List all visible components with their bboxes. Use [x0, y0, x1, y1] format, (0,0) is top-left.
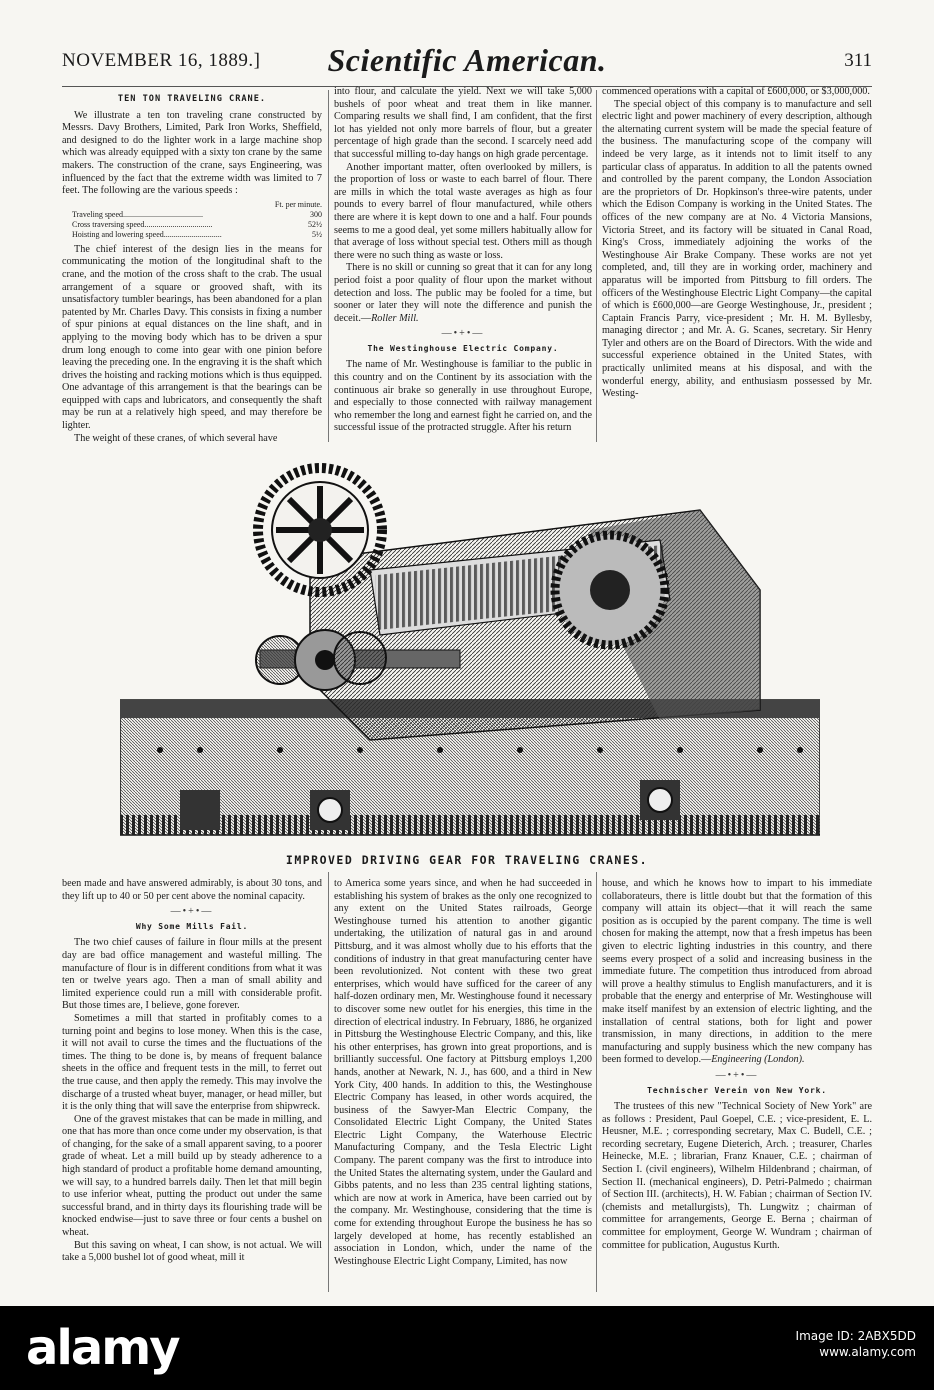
paragraph: But this saving on wheat, I can show, is not actual. We will take a 5,000 bushel lot of good wheat, mill it: [62, 1239, 322, 1264]
speed-row: Cross traversing speed.................................. 52½: [72, 219, 322, 229]
site-url: www.alamy.com: [819, 1345, 916, 1359]
column-divider: [596, 872, 597, 1292]
column-divider: [328, 872, 329, 1292]
driving-gear-engraving: [120, 450, 820, 850]
image-id: [796, 1328, 916, 1360]
paragraph: commenced operations with a capital of £600,000, or $3,000,000.: [602, 86, 870, 97]
paragraph: The two chief causes of failure in flour mills at the present day are bad office management and wasteful milling. The manufacture of flour is in different conditions from what it was ten or twelve years ago. Then a man of small ability and limited experience could run a mill with considerable profit. But those times are, I believe, gone forever.: [62, 937, 322, 1012]
article-title-westinghouse: The Westinghouse Electric Company.: [367, 343, 559, 353]
signature: Roller Mill.: [371, 312, 419, 324]
issue-date: NOVEMBER 16, 1889.]: [62, 50, 261, 71]
alamy-logo: alamy: [26, 1320, 179, 1376]
column-upper-2: [334, 86, 592, 435]
column-upper-1: [62, 93, 322, 445]
paragraph: One of the gravest mistakes that can be made in milling, and one that has more than once come under my observation, is that of changing, for the sake of a small apparent saving, to a poorer grade of wheat. Let a mill build up by steady adherence to a high standard of product a profitable home demand amounting, we will say, to a hundred barrels daily. Then let that mill begin to use inferior wheat, putting the product out under the same successful brand, and in thirty days its flourishing trade will be knocked endwise—just to save three or four cents a bushel on wheat.: [62, 1113, 322, 1239]
article-title-mills: Why Some Mills Fail.: [135, 921, 249, 931]
ornament-divider: —•+•—: [715, 1069, 759, 1081]
ornament-divider: —•+•—: [441, 328, 485, 340]
paragraph: to America some years since, and when he had succeeded in establishing his system of brakes as the only one recognized to any extent on the United States railroads, George Westinghouse turned his attention to another gigantic undertaking, the utilization of natural gas in and around Pittsburg, and it was almost wholly due to his efforts that the conditions of industry in that great manufacturing center have been revolutionized. Not content with these two great enterprises, which would have sufficed for the career of any half-dozen ordinary men, Mr. Westinghouse found it necessary to discover some new outlet for his energies, this time in the direction of electrical industry. In February, 1886, he organized in Pittsburg the Westinghouse Electric Company, and this, like his other enterprises, has grown into great proportions, and is brilliantly successful. One factory at Pittsburg employs 1,200 hands, another at Newark, N. J., has 600, and a third in New York City, 400 hands. In addition to this, the Westinghouse Electric Company has leased, in other words acquired, the business of the Sawyer-Man Electric Company, the Consolidated Electric Light Company, the United States Electric Light Company, the Waterhouse Electric Manufacturing Company, and the Tesla Electric Light Company. The parent company was the first to introduce into the United States the alternating system, under the Gaulard and Gibbs patents, and no less than 235 central lighting stations, which are now at work in America, have been carried out by the company. Mr. Westinghouse, considering that the time is come for extending throughout Europe the business he has so largely developed at home, has recently established an association in London, which, under the name of the Westinghouse Electric Light Company, Limited, has now: [334, 878, 592, 1267]
paragraph: The trustees of this new "Technical Society of New York" are as follows : President, Paul Goepel, C.E. ; vice-president, E. L. Heusner, M.E. ; corresponding secretary, Max C. Budell, C.E. ; recording secretary, Eugene Dieterich, Arch. ; treasurer, Charles Heinecke, M.E. ; librarian, Franz Knauer, C.E. ; chairman of Section I. (civil engineers), Wilhelm Hildenbrand ; chairman, of Section II. (mechanical engineers), D. Petri-Palmedo ; chairman of Section III. (architects), H. W. Fabian ; chairman of Section IV. (chemists and metallurgists), Th. Lungwitz ; chairman of committee for arrangements, George E. Berna ; chairman of committee for employment, George W. Wundram ; chairman of committee for publication, Augustus Kurth.: [602, 1101, 872, 1251]
paragraph: The name of Mr. Westinghouse is familiar to the public in this country and on the Continent by its association with the continuous air brake so generally in use throughout Europe, and especially to those connected with railway management who remember the long and earnest fight he carried on, and the successful issue of the protracted struggle. After his return: [334, 359, 592, 434]
speeds-table: [62, 200, 322, 240]
paragraph: Another important matter, often overlooked by millers, is the proportion of loss or waste to each barrel of flour. There are mills in which the total waste averages as high as four pounds to every barrel of flour manufactured, while others there are where it is kept down to one and a half. Four pounds seems to me a good deal, yet some millers habitually allow for that average of loss without special test. Others mill as though there were no such thing as waste or loss.: [334, 161, 592, 261]
paragraph: Sometimes a mill that started in profitably comes to a turning point and begins to lose money. When this is the case, it will not avail to curse the times and the fluctuations of the times. The thing to be done is, by means of frequent balance sheets in the office and frequent tests in the mill, to ferret out the true cause, and then apply the remedy. This may involve the discharge of a trusted wheat buyer, manager, or head miller, but it is the only thing that will save the enterprise from shipwreck.: [62, 1012, 322, 1113]
paragraph: into flour, and calculate the yield. Next we will take 5,000 bushels of poor wheat and treat them in like manner. Comparing results we shall find, I am confident, that the first lot has yielded not only more barrels of flour, but a greater percentage of high grade than the second. I scarcely need add that successful milling to-day hangs on high grade percentage.: [334, 86, 592, 160]
signature: Engineering (London).: [711, 1054, 805, 1066]
ornament-divider: —•+•—: [170, 906, 214, 918]
paragraph: The chief interest of the design lies in the means for communicating the motion of the longitudinal shaft to the crane, and the motion of the cross shaft to the crab. The usual arrangement of a square or grooved shaft, with its unsatisfactory tumbler bearings, has been abandoned for a plan patented by Mr. Charles Davy. This consists in fixing a number of spur pinions at equal distances on the line shaft, and in applying to the moving body which has to be driven a spur drum long enough to come into gear with one pinion before leaving the preceding one. In the engraving it is the shaft which drives the hoisting and racking motions which is thus equipped. One advantage of this arrangement is that the bearings can be equipped with caps and lubricators, and consequently the shaft may be run at a relatively high speed, and may therefore be lighter.: [62, 243, 322, 432]
stock-photo-footer: [0, 1306, 934, 1390]
column-divider: [596, 90, 597, 442]
masthead: Scientific American.: [327, 42, 607, 78]
image-id-label: Image ID: 2ABX5DD: [795, 1329, 916, 1343]
figure-caption: IMPROVED DRIVING GEAR FOR TRAVELING CRANES.: [285, 853, 649, 867]
speed-row: Hoisting and lowering speed............................. 5½: [72, 229, 322, 239]
page-number: 311: [844, 50, 872, 71]
column-lower-1: [62, 878, 322, 1265]
article-title-crane: TEN TON TRAVELING CRANE.: [117, 94, 267, 104]
speed-row: Traveling speed........................................ 300: [72, 209, 322, 219]
paragraph: There is no skill or cunning so great that it can for any long period foist a poor quality of flour upon the market without detection and loss. The public may be fooled for a time, but sooner or later they will note the difference and punish the deceit.—Roller Mill.: [334, 262, 592, 324]
article-title-verein: Technischer Verein von New York.: [647, 1085, 827, 1095]
paragraph: been made and have answered admirably, is about 30 tons, and they lift up to 40 or 50 per cent above the nominal capacity.: [62, 878, 322, 902]
column-lower-3: [602, 878, 872, 1252]
paragraph: house, and which he knows how to impart to his immediate collaborateurs, there is little doubt but that the formation of this company will attain its object—that it will reach the same position as is occupied by the parent company. The time is well chosen for making the attempt, now that a fresh impetus has been given to electric lighting industries in this country, and there seems every prospect of a solid and increasing business in the immediate future. The competition thus introduced from abroad will prove a healthy stimulus to English manufacturers, and it is probable that the energy and enterprise of Mr. Westinghouse will make itself manifest by an extension of electric lighting, and the installation of central stations, both for light and power transmission, in many directions, in addition to the mere manufacturing and supply business which the new company has been formed to develop.—Engineering (London).: [602, 878, 872, 1066]
column-upper-3: [602, 86, 872, 401]
speeds-unit: Ft. per minute.: [274, 199, 322, 209]
paragraph: The special object of this company is to manufacture and sell electric light and power machinery of every description, although the alternating current system will be made the special feature of the business. The manufacturing scope of the company will indeed be very large, as it intends not to limit itself to any particular class of apparatus. In addition to all the patents owned and controlled by the parent company, the London Association are the proprietors of Dr. Hopkinson's three-wire patents, under which the Edison Company is working in the United States. The offices of the new company are at No. 4 Victoria Mansions, Victoria Street, and its factory will be situated in Canal Road, King's Cross, immediately adjoining the works of the Westinghouse Air Brake Company. These works are not yet completed, and, till they are in working order, machinery and apparatus will be imported from Pittsburg to fill orders. The officers of the Westinghouse Electric Light Company—the capital of which is £600,000—are George Westinghouse, Jr., president ; Captain Francis Parry, vice-president ; Mr. H. M. Byllesby, managing director ; and Mr. A. G. Scanes, secretary. Sir Henry Tyler and others are on the Board of Directors. With the wide and successful experience obtained in the United States, with practically unlimited means at his disposal, and with the wonderful energy, ability, and enthusiasm possessed by Mr. Westing-: [602, 98, 872, 400]
column-lower-2: [334, 878, 592, 1268]
paragraph: The weight of these cranes, of which several have: [74, 432, 278, 444]
column-divider: [328, 90, 329, 442]
paragraph: We illustrate a ten ton traveling crane constructed by Messrs. Davy Brothers, Limited, Park Iron Works, Sheffield, and designed to do the lighter work in a large machine shop which was already equipped with a sixty ton crane by the same makers. The construction of the crane, says Engineering, was influenced by the fact that the extreme width was limited to 7 feet. The following are the various speeds :: [62, 109, 322, 197]
